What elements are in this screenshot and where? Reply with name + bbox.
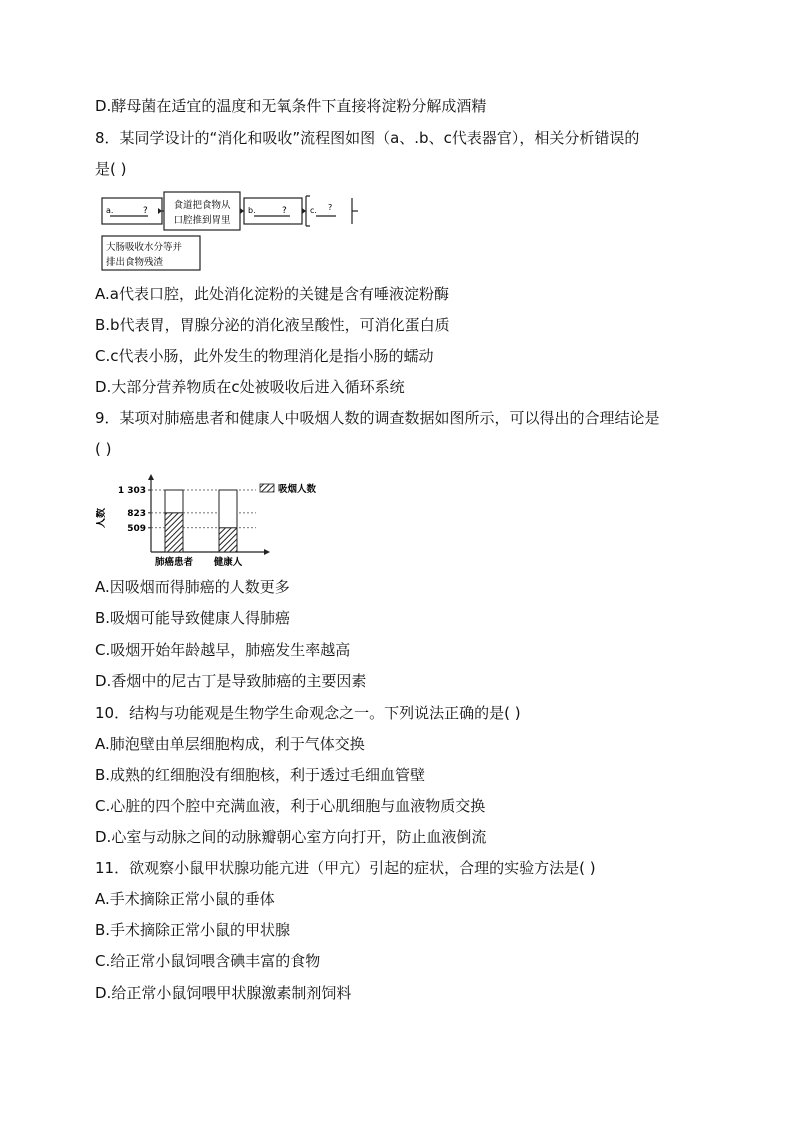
q11-stem: 11．欲观察小鼠甲状腺功能亢进（甲亢）引起的症状，合理的实验方法是( ) — [95, 859, 596, 877]
y-axis-arrow — [148, 474, 154, 480]
box-mid-line2: 口腔推到胃里 — [173, 215, 231, 226]
q8-stem-line1: 8．某同学设计的“消化和吸收”流程图如图（a、.b、c代表器官），相关分析错误的 — [95, 129, 640, 147]
q10-option-b: B.成熟的红细胞没有细胞核，利于透过毛细血管壁 — [95, 766, 426, 784]
q8-flowchart — [100, 190, 360, 272]
box-b-question: ? — [282, 206, 287, 216]
y-axis-label: 人数 — [96, 508, 107, 528]
q8-option-c: C.c代表小肠，此外发生的物理消化是指小肠的蠕动 — [95, 347, 434, 365]
q10-option-a: A.肺泡壁由单层细胞构成，利于气体交换 — [95, 735, 365, 753]
q8-option-a: A.a代表口腔，此处消化淀粉的关键是含有唾液淀粉酶 — [95, 285, 449, 303]
q9-stem-line1: 9．某项对肺癌患者和健康人中吸烟人数的调查数据如图所示，可以得出的合理结论是 — [95, 409, 660, 427]
y-tick-label-1: 823 — [127, 508, 146, 519]
q9-option-d: D.香烟中的尼古丁是导致肺癌的主要因素 — [95, 672, 367, 690]
bar-smokers-0 — [165, 513, 183, 552]
x-category-label-0: 肺癌患者 — [154, 557, 194, 568]
q10-option-d: D.心室与动脉之间的动脉瓣朝心室方向打开，防止血液倒流 — [95, 828, 487, 846]
y-tick-label-2: 1 303 — [117, 486, 146, 496]
q7-option-d: D.酵母菌在适宜的温度和无氧条件下直接将淀粉分解成酒精 — [95, 97, 487, 115]
box-a-label: a. — [106, 206, 114, 215]
x-category-label-1: 健康人 — [213, 557, 243, 568]
box-mid-line1: 食道把食物从 — [173, 200, 231, 211]
box-a-question: ? — [143, 206, 148, 216]
box-large-line2: 排出食物残渣 — [106, 257, 164, 268]
q11-option-b: B.手术摘除正常小鼠的甲状腺 — [95, 921, 291, 939]
q8-stem-line2: 是( ) — [95, 160, 127, 178]
q9-bar-chart — [96, 470, 336, 570]
q10-option-c: C.心脏的四个腔中充满血液，利于心肌细胞与血液物质交换 — [95, 797, 486, 815]
q11-option-d: D.给正常小鼠饲喂甲状腺激素制剂饲料 — [95, 984, 352, 1002]
q9-option-c: C.吸烟开始年龄越早，肺癌发生率越高 — [95, 641, 351, 659]
box-large-line1: 大肠吸收水分等并 — [106, 242, 183, 253]
box-c-label: c. — [310, 206, 317, 215]
legend-label: 吸烟人数 — [278, 484, 317, 495]
box-c-question: ? — [328, 203, 333, 212]
box-b-label: b. — [248, 206, 256, 215]
y-tick-label-0: 509 — [127, 523, 146, 534]
q8-option-b: B.b代表胃，胃腺分泌的消化液呈酸性，可消化蛋白质 — [95, 316, 450, 334]
x-axis-arrow — [264, 549, 270, 555]
q9-stem-line2: ( ) — [95, 440, 112, 458]
q9-option-b: B.吸烟可能导致健康人得肺癌 — [95, 609, 291, 627]
q11-option-a: A.手术摘除正常小鼠的垂体 — [95, 890, 275, 908]
q8-option-d: D.大部分营养物质在c处被吸收后进入循环系统 — [95, 378, 405, 396]
bar-smokers-1 — [219, 528, 237, 552]
q9-option-a: A.因吸烟而得肺癌的人数更多 — [95, 578, 290, 596]
legend-swatch — [260, 484, 274, 492]
q10-stem: 10．结构与功能观是生物学生命观念之一。下列说法正确的是( ) — [95, 704, 521, 722]
q11-option-c: C.给正常小鼠饲喂含碘丰富的食物 — [95, 952, 321, 970]
